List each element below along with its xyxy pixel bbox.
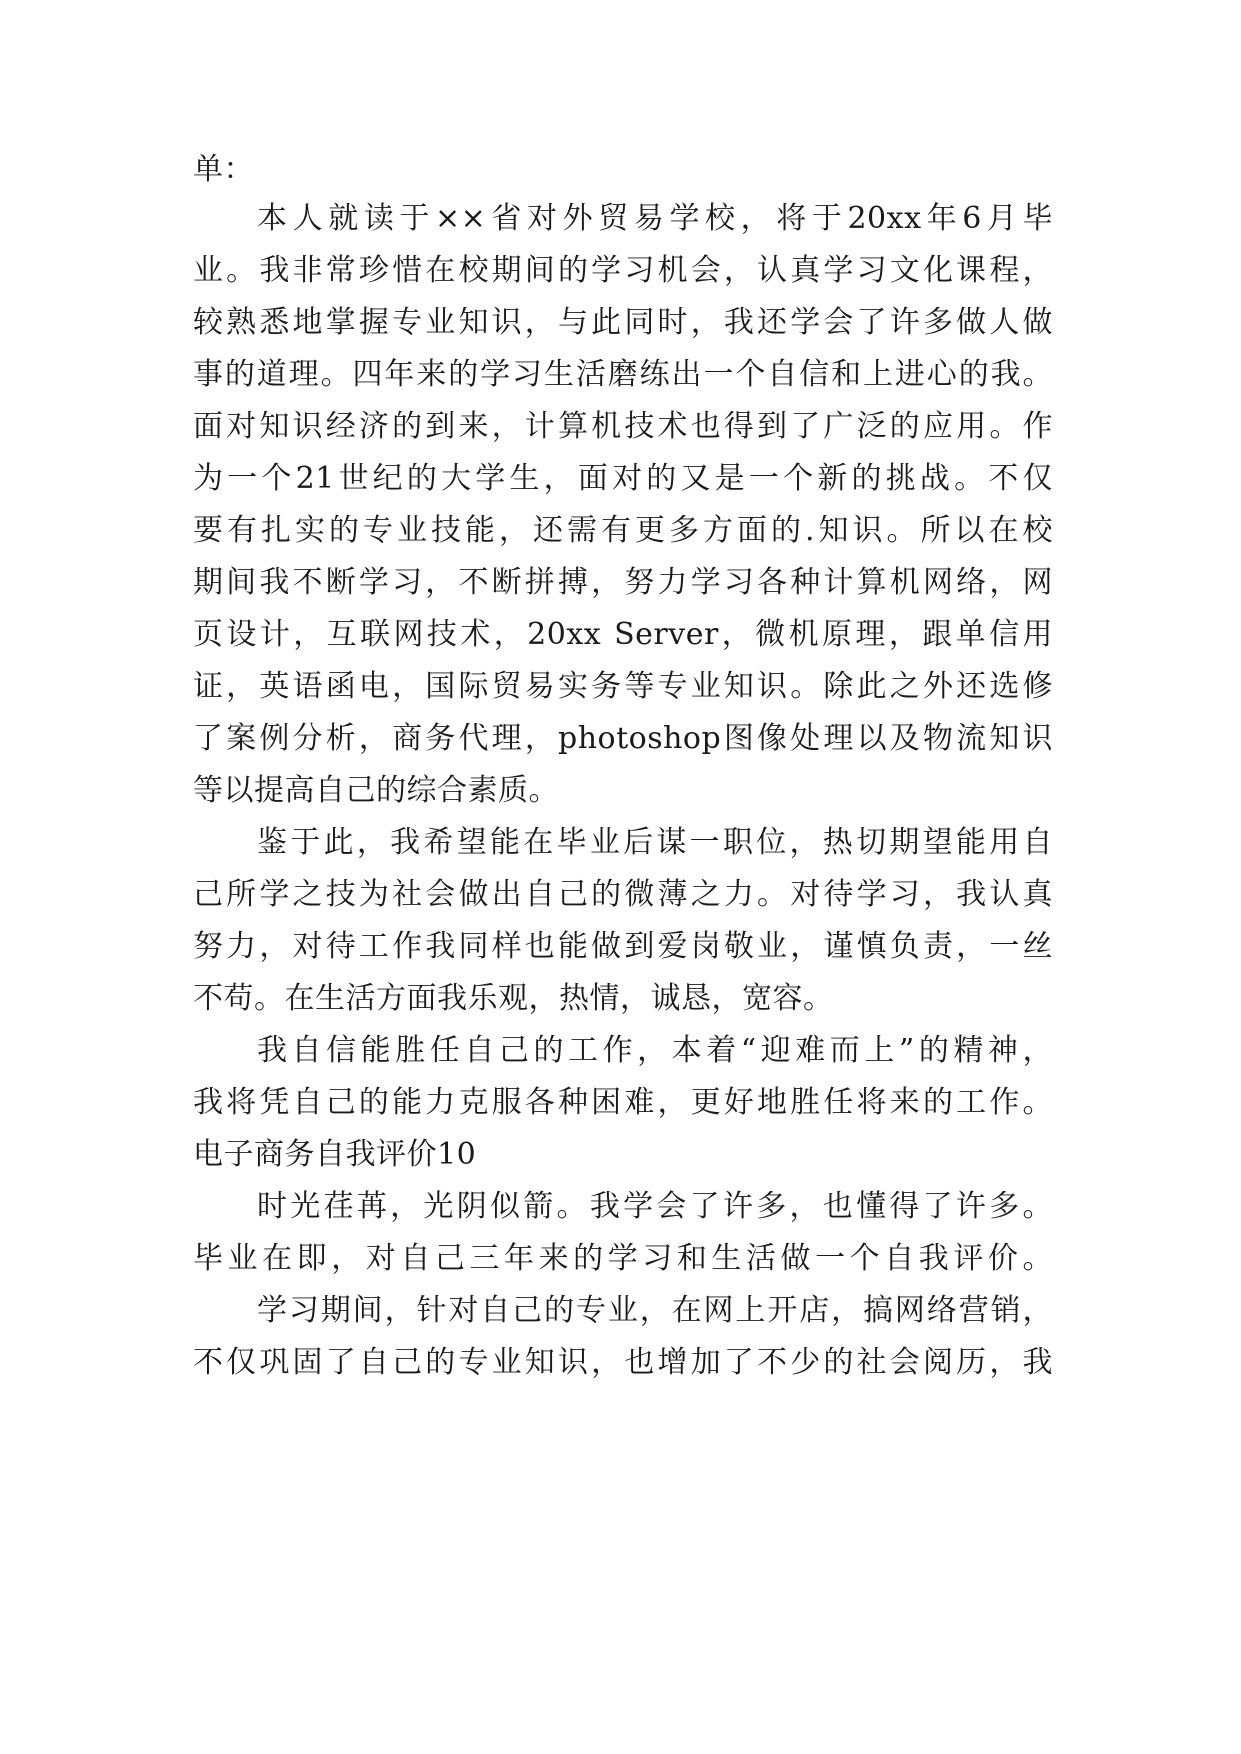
text-line: 为一个21世纪的大学生，面对的又是一个新的挑战。不仅 (193, 461, 1053, 496)
text-line: 页设计，互联网技术，20xx Server，微机原理，跟单信用 (193, 617, 1053, 652)
text-line: 期间我不断学习，不断拼搏，努力学习各种计算机网络，网 (193, 565, 1053, 600)
text-line: 要有扎实的专业技能，还需有更多方面的.知识。所以在校 (193, 513, 1053, 548)
paragraph-first-line: 时光荏苒，光阴似箭。我学会了许多，也懂得了许多。 (257, 1189, 1053, 1224)
text-line: 面对知识经济的到来，计算机技术也得到了广泛的应用。作 (193, 409, 1053, 444)
text-line: 证，英语函电，国际贸易实务等专业知识。除此之外还选修 (193, 669, 1053, 704)
text-line: 努力，对待工作我同样也能做到爱岗敬业，谨慎负责，一丝 (193, 929, 1053, 964)
text-line: 了案例分析，商务代理，photoshop图像处理以及物流知识 (193, 721, 1053, 756)
text-line: 事的道理。四年来的学习生活磨练出一个自信和上进心的我。 (193, 357, 1053, 392)
paragraph-last-line: 毕业在即，对自己三年来的学习和生活做一个自我评价。 (193, 1241, 1053, 1276)
paragraph-last-line: 等以提高自己的综合素质。 (193, 773, 559, 808)
paragraph-last-line: 不苟。在生活方面我乐观，热情，诚恳，宽容。 (193, 981, 834, 1016)
text-line: 单： (193, 152, 254, 187)
text-line: 业。我非常珍惜在校期间的学习机会，认真学习文化课程， (193, 253, 1053, 288)
text-line: 己所学之技为社会做出自己的微薄之力。对待学习，我认真 (193, 877, 1053, 912)
paragraph-first-line: 本人就读于××省对外贸易学校，将于20xx年6月毕 (257, 201, 1053, 236)
text-line: 不仅巩固了自己的专业知识，也增加了不少的社会阅历，我 (193, 1345, 1053, 1380)
section-heading: 电子商务自我评价10 (193, 1137, 477, 1172)
paragraph-first-line: 我自信能胜任自己的工作，本着“迎难而上”的精神， (257, 1033, 1053, 1068)
text-line: 较熟悉地掌握专业知识，与此同时，我还学会了许多做人做 (193, 305, 1053, 340)
paragraph-first-line: 鉴于此，我希望能在毕业后谋一职位，热切期望能用自 (257, 825, 1053, 860)
paragraph-last-line: 我将凭自己的能力克服各种困难，更好地胜任将来的工作。 (193, 1085, 1053, 1120)
paragraph-first-line: 学习期间，针对自己的专业，在网上开店，搞网络营销， (257, 1293, 1053, 1328)
